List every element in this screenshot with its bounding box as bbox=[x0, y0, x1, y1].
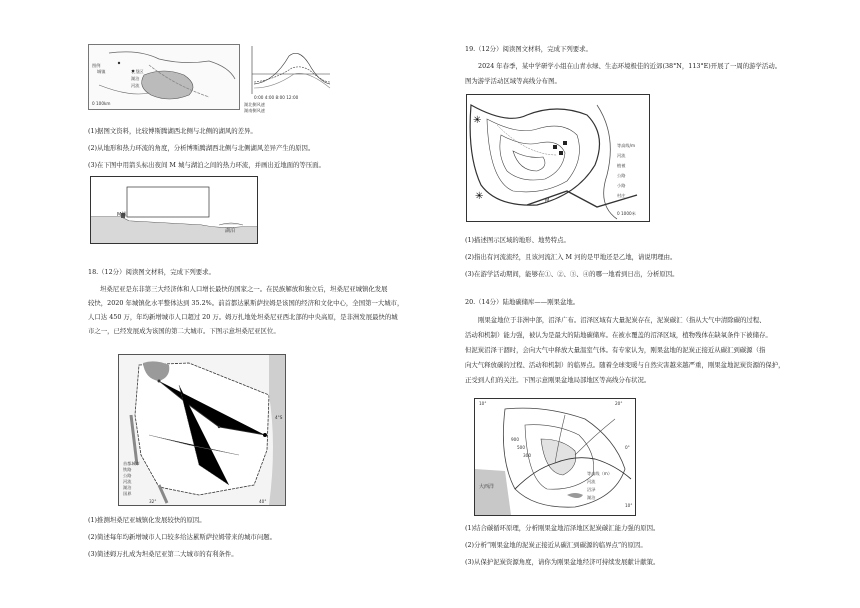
map-legend-road: 公路 bbox=[123, 473, 132, 478]
lake-label: 湖泊 bbox=[225, 228, 236, 234]
q20-part2: (2)分析“刚果盆地的泥炭正接近从碳汇到碳源的临界点”的原因。 bbox=[465, 541, 647, 549]
map-legend-capital: 首都城市 bbox=[123, 461, 140, 466]
svg-text:✳: ✳ bbox=[473, 115, 482, 126]
topo-legend-contour: 等高线/m bbox=[617, 143, 636, 148]
map-lon-40: 40° bbox=[259, 499, 267, 504]
congo-legend-lake: 湖泊 bbox=[587, 495, 596, 500]
q18-intro-line-3: 人口达 450 万，年均新增城市人口超过 20 万。姆万扎地处坦桑尼亚西北部的中央高原，是非洲发展最快的城 bbox=[88, 313, 398, 321]
legend-lake: 湖泊 bbox=[131, 76, 140, 81]
wind-legend-1: 湖北侧风速 bbox=[244, 102, 265, 107]
congo-legend-river: 河流 bbox=[587, 479, 596, 484]
q20-title: 20.（14分）陆地碳储库——刚果盆地。 bbox=[465, 298, 580, 306]
q20-part3: (3)从保护泥炭资源角度，请你为刚果盆地经济可持续发展献计献策。 bbox=[465, 558, 660, 566]
contour-300: 300 bbox=[523, 453, 531, 458]
wind-x-ticks bbox=[254, 95, 298, 100]
legend-river: 河流 bbox=[131, 83, 140, 88]
bosten-lake-map bbox=[88, 44, 240, 110]
q18-part2: (2)简述每年均新增城市人口较多给达累斯萨拉姆带来的城市问题。 bbox=[88, 533, 276, 541]
q17-part1: (1)据图文资料，比较博斯腾湖西北侧与北侧的湖风的差异。 bbox=[88, 127, 257, 135]
congo-legend-contour: 等高线（m） bbox=[587, 471, 613, 476]
topo-drawing bbox=[467, 95, 649, 221]
contour-900: 900 bbox=[511, 437, 519, 442]
q17-part2: (2)从地形和热力环流的角度，分析博斯腾湖西北侧与北侧湖风差异产生的原因。 bbox=[88, 144, 315, 152]
q20-intro-line-5: 正受到人们的关注。下图示意刚果盆地局部地区等高线分布状况。 bbox=[465, 376, 651, 384]
thermal-circulation-figure bbox=[90, 176, 258, 244]
x-tick-2: 8:00 bbox=[275, 95, 285, 100]
wind-legend-2: 湖南侧风速 bbox=[244, 108, 265, 113]
bosten-map-drawing bbox=[89, 45, 239, 109]
q20-intro-line-1: 刚果盆地位于非洲中部，沼泽广布。沼泽区域有大量泥炭存在，泥炭碳汇（指从大气中清除碳的过程、 bbox=[478, 316, 766, 324]
map-lon-32: 32° bbox=[149, 499, 157, 504]
x-tick-3: 12:00 bbox=[286, 95, 299, 100]
congo-lat-0: 0° bbox=[625, 445, 630, 450]
q19-intro-line-2: 图为游学活动区域等高线分布图。 bbox=[465, 77, 561, 85]
tanzania-map bbox=[118, 354, 286, 506]
q20-intro-line-2: 活动和机制）能力强，被认为是最大的陆地碳储库。在被水覆盖的沼泽区域，植物残体在缺氧条件下被储存。 bbox=[465, 331, 772, 339]
tanzania-map-drawing bbox=[119, 355, 285, 505]
map-legend-title: 图例 bbox=[92, 63, 101, 68]
map-latitude-label: 4°S bbox=[275, 415, 283, 420]
topo-m-label: M bbox=[545, 198, 550, 204]
congo-lon-20: 20° bbox=[615, 401, 623, 406]
q18-part3: (3)简述姆万扎成为坦桑尼亚第二大城市的有利条件。 bbox=[88, 550, 238, 558]
congo-lat-10: 10° bbox=[625, 503, 633, 508]
topo-legend-village: 村庄 bbox=[617, 193, 626, 198]
map-legend-railway: 铁路 bbox=[123, 467, 132, 472]
q18-part1: (1)推测坦桑尼亚城镇化发展较快的原因。 bbox=[88, 516, 206, 524]
atlantic-label: 大西洋 bbox=[479, 484, 495, 490]
q20-part1: (1)结合碳循环原理，分析刚果盆地沼泽地区泥炭碳汇能力强的原因。 bbox=[465, 524, 660, 532]
x-tick-1: 4:00 bbox=[264, 95, 275, 100]
q19-part1: (1)描述图示区域的地形、地势特点。 bbox=[465, 236, 570, 244]
topo-legend-vegetation: 植被 bbox=[617, 163, 626, 168]
topo-legend-road: 公路 bbox=[617, 173, 626, 178]
map-legend-lake: 湖泊 bbox=[123, 485, 132, 490]
q18-intro-line-1: 坦桑尼亚是东非第三大经济体和人口增长最快的国家之一。在民族解放和独立后，坦桑尼亚城镇化发展 bbox=[100, 285, 388, 293]
x-tick-0: 0:00 bbox=[254, 95, 264, 100]
q19-part3: (3)在游学活动期间，能够在①、②、③、④的哪一地看到日出，分析原因。 bbox=[465, 270, 679, 278]
map-legend-river: 河流 bbox=[123, 479, 132, 484]
svg-text:✳: ✳ bbox=[475, 191, 484, 202]
m-city-label: M城 bbox=[117, 212, 127, 218]
q18-intro-line-4: 市之一，已经发展成为该国的第二大城市。下图示意坦桑尼亚区位。 bbox=[88, 327, 280, 335]
contour-500: 500 bbox=[517, 445, 525, 450]
legend-town: 城镇 bbox=[97, 69, 106, 74]
topo-legend-river: 河流 bbox=[617, 153, 626, 158]
topo-scale: 0 1000米 bbox=[617, 211, 636, 216]
wind-speed-chart bbox=[244, 44, 334, 116]
congo-basin-map bbox=[474, 398, 636, 516]
q20-intro-line-4: 向大气释放碳的过程、活动和机制）的临界点。随着全球变暖与自然灾害越来越严重，刚果盆地泥炭资源的保护， bbox=[465, 361, 785, 369]
q19-intro-line-1: 2024 年春季，某中学研学小组在山青水绿、生态环境极佳的近郊(38°N，113°E)开展了一周的游学活动。 bbox=[478, 62, 782, 70]
q18-intro-line-2: 较快，2020 年城镇化水平整体达到 35.2%。前首都达累斯萨拉姆是该国的经济和文化中心，全国第一大城市， bbox=[88, 299, 404, 307]
q19-title: 19.（12分）阅读图文材料，完成下列要求。 bbox=[465, 45, 592, 53]
map-legend-border: 国界 bbox=[123, 491, 132, 496]
q17-part3: (3)在下图中用箭头标出夜间 M 城与湖泊之间的热力环流，并画出近地面的等压面。 bbox=[88, 161, 325, 169]
map-scale: 0 100km bbox=[92, 101, 111, 106]
topo-legend-path: 小路 bbox=[617, 183, 626, 188]
q19-part2: (2)指出有河流流经，且该河流汇入 M 河的是甲地还是乙地，请说明理由。 bbox=[465, 253, 677, 261]
congo-drawing bbox=[475, 399, 635, 515]
q18-title: 18.（12分）阅读图文材料，完成下列要求。 bbox=[88, 268, 215, 276]
topographic-map bbox=[466, 94, 650, 222]
congo-legend-swamp: 沼泽 bbox=[587, 487, 596, 492]
legend-farm: 农垦区 bbox=[131, 69, 144, 74]
q20-intro-line-3: 但泥炭沼泽干涸时，会向大气中释放大量温室气体。有专家认为，刚果盆地的泥炭正接近从碳汇到碳源（指 bbox=[465, 346, 766, 354]
congo-lon-10: 10° bbox=[479, 401, 487, 406]
